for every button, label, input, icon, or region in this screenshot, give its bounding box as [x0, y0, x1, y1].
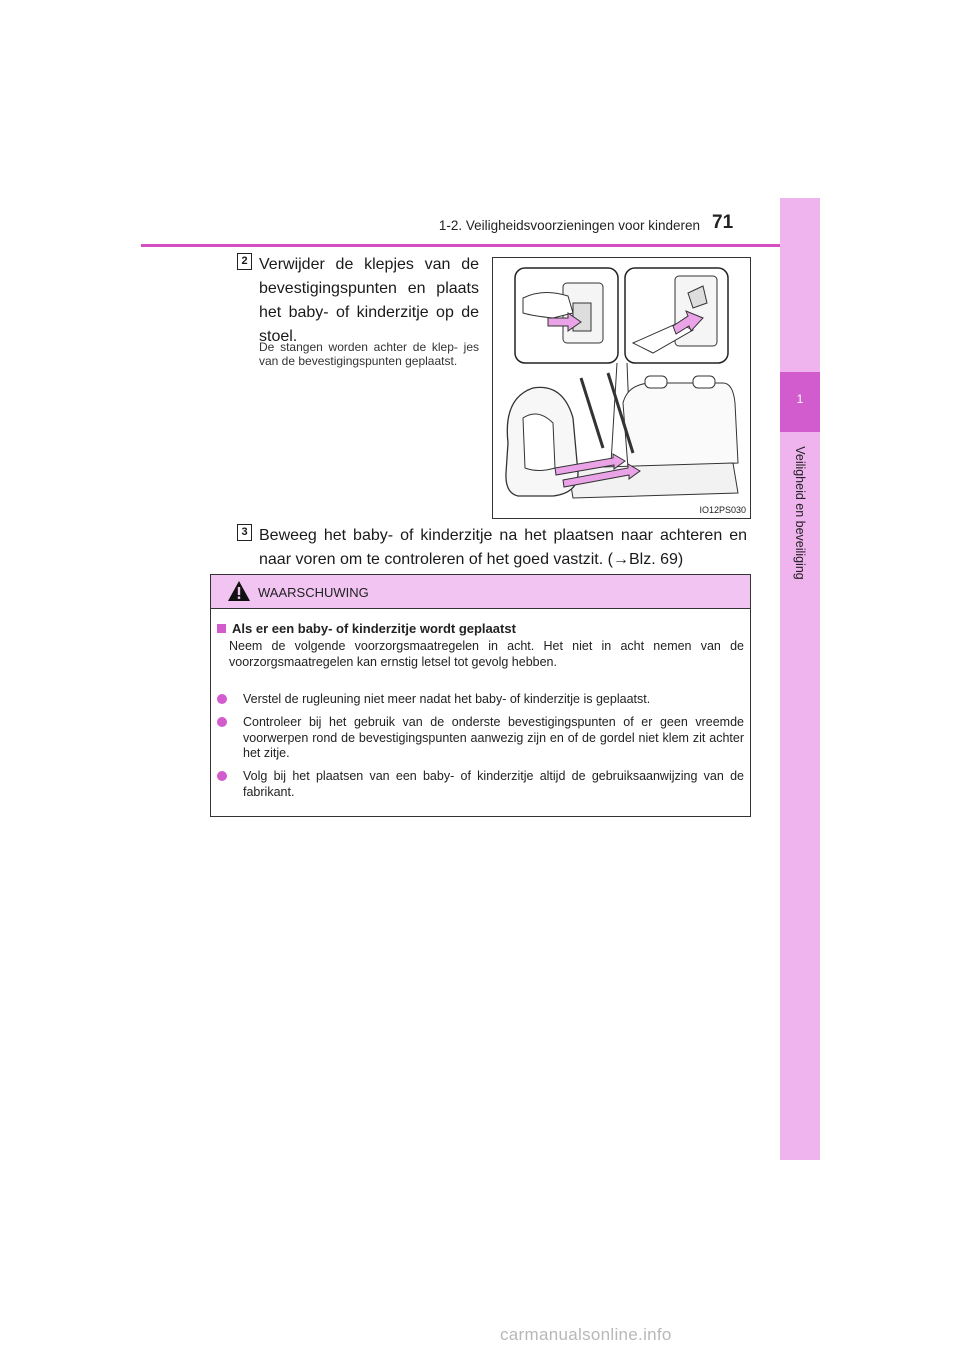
warning-bullet-text: Volg bij het plaatsen van een baby- of kinderzitje altijd de gebruiksaanwijzing van de fabrikant.: [243, 769, 744, 799]
figure-code: IO12PS030: [699, 505, 746, 515]
chapter-number: 1: [796, 392, 804, 406]
child-seat-illustration: [493, 258, 750, 518]
headrest-right: [693, 376, 715, 388]
page-number: 71: [712, 212, 734, 233]
warning-bullet: [217, 715, 744, 762]
child-seat-installation-figure: [492, 257, 751, 519]
warning-header: [211, 575, 750, 609]
bullet-dot-icon: [217, 694, 227, 704]
warning-intro: Neem de volgende voorzorgsmaatregelen in acht. Het niet in acht nemen van de voorzorgsmaatregelen kan ernstig letsel tot gevolg hebben.: [229, 639, 744, 669]
rear-seat-back: [623, 383, 738, 468]
chapter-side-tab: [780, 198, 820, 1160]
chapter-label: Veiligheid en beveiliging: [793, 446, 807, 580]
warning-box: [210, 574, 751, 817]
warning-title: [217, 621, 516, 636]
warning-bullet: [217, 769, 744, 800]
warning-title-text: Als er een baby- of kinderzitje wordt geplaatst: [232, 621, 516, 636]
warning-label: WAARSCHUWING: [258, 585, 369, 600]
square-bullet-icon: [217, 624, 226, 633]
step-2-number: 2: [237, 253, 252, 270]
step-2-text: Verwijder de klepjes van de bevestigingspunten en plaats het baby- of kinderzitje op de stoel.: [259, 256, 479, 345]
step-3-number: 3: [237, 524, 252, 541]
child-seat-inner: [523, 414, 555, 471]
warning-bullet-text: Verstel de rugleuning niet meer nadat het baby- of kinderzitje is geplaatst.: [243, 692, 651, 706]
warning-bullet-text: Controleer bij het gebruik van de onderste bevestigingspunten of er geen vreemde voorwerpen rond de bevestigingspunten aanwezig zijn en of de gordel niet klem zit achter het zitje.: [243, 715, 744, 760]
bullet-dot-icon: [217, 771, 227, 781]
anchor-cover-flap: [573, 303, 591, 331]
callout-line-left: [611, 363, 617, 463]
step-3-text: Beweeg het baby- of kinderzitje na het plaatsen naar achteren en naar voren om te controleren of het goed vastzit. (→Blz. 69): [259, 527, 747, 568]
hand-shape: [523, 292, 573, 318]
header-rule: [141, 244, 819, 247]
seatbelt-left: [581, 378, 603, 448]
headrest-left: [645, 376, 667, 388]
section-title: 1-2. Veiligheidsvoorzieningen voor kinderen: [438, 218, 700, 233]
bullet-dot-icon: [217, 717, 227, 727]
step-2-note: De stangen worden achter de klep- jes van de bevestigingspunten geplaatst.: [259, 340, 479, 368]
watermark: carmanualsonline.info: [500, 1325, 672, 1344]
warning-bullet: [217, 692, 744, 708]
warning-triangle-icon: [227, 580, 251, 602]
